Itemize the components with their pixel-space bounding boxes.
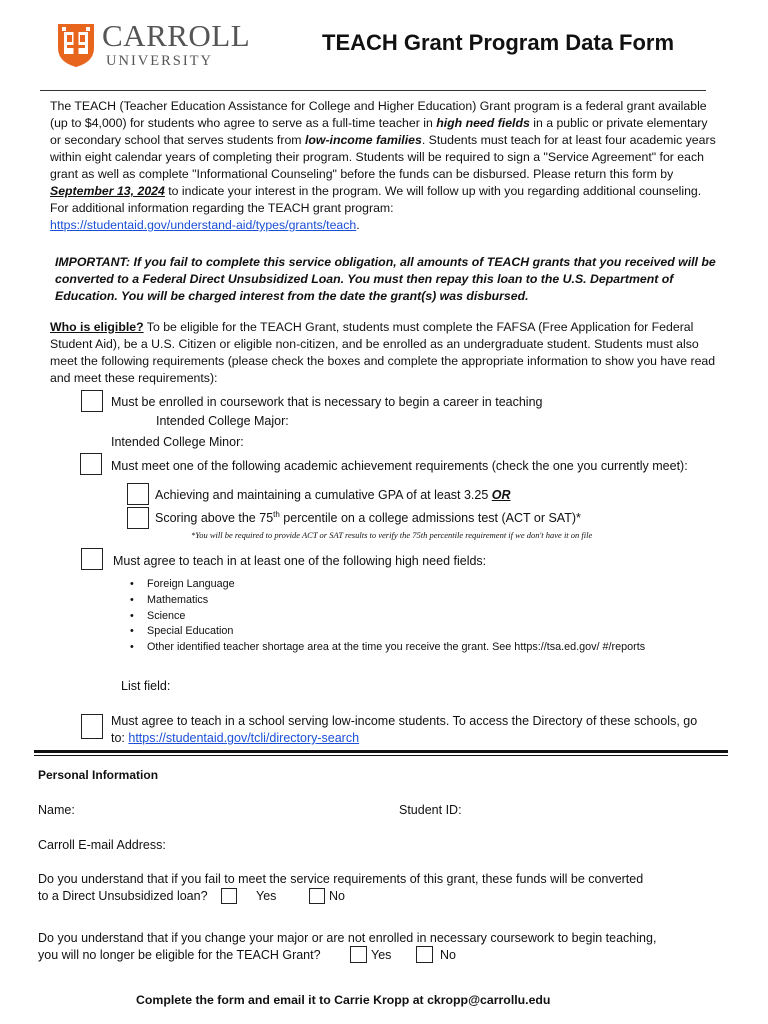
academic-checkbox[interactable] bbox=[80, 453, 102, 475]
test-score-checkbox[interactable] bbox=[127, 507, 149, 529]
deadline-date: September 13, 2024 bbox=[50, 184, 165, 198]
carroll-crest-logo bbox=[56, 22, 96, 68]
list-item: • Foreign Language bbox=[130, 577, 650, 593]
question-2-line-1: Do you understand that if you change your major or are not enrolled in necessary coursework to begin teaching, bbox=[38, 931, 657, 945]
intro-text-3: . Students must teach for at least four academic years within eight calendar years of completing their program. Students will be required to sign a "Service Agreement" for each grant as well as complete "Informational Counseling" before the funds can be disbursed. Please return this form by bbox=[50, 133, 716, 181]
or-emphasis: OR bbox=[491, 488, 511, 502]
academic-requirement: Must meet one of the following academic achievement requirements (check the one you currently meet): bbox=[111, 459, 688, 473]
eligibility-text: To be eligible for the TEACH Grant, students must complete the FAFSA (Free Application for Federal Student Aid), be a U.S. Citizen or eligible non-citizen, and be enrolled as an undergraduate student. Students must also meet the following requirements (please check the boxes and complete the appropriate information to show you have read and meet these requirements): bbox=[50, 320, 716, 385]
high-need-checkbox[interactable] bbox=[81, 548, 103, 570]
q2-yes-label: Yes bbox=[371, 948, 392, 962]
score-superscript: th bbox=[273, 510, 280, 519]
intro-text-1: The TEACH (Teacher Education Assistance for College and Higher Education) Grant program is a federal grant available (up to $4,000) for students who agree to serve as a full-time teacher in bbox=[50, 99, 707, 130]
logo-subtitle: UNIVERSITY bbox=[106, 53, 213, 69]
email-label: Carroll E-mail Address: bbox=[38, 838, 166, 852]
list-field-label: List field: bbox=[121, 679, 171, 693]
header-divider bbox=[40, 90, 706, 91]
q2-no-label: No bbox=[440, 948, 456, 962]
score-text-b: percentile on a college admissions test (ACT or SAT)* bbox=[279, 511, 581, 526]
section-divider-thin bbox=[34, 755, 728, 756]
act-sat-note: *You will be required to provide ACT or SAT results to verify the 75th percentile requirement if we don't have it on file bbox=[191, 530, 593, 540]
question-2-line-2: you will no longer be eligible for the TEACH Grant? bbox=[38, 948, 321, 962]
coursework-checkbox[interactable] bbox=[81, 390, 103, 412]
test-score-option bbox=[155, 510, 581, 525]
major-label: Intended College Major: bbox=[156, 414, 289, 428]
student-id-label: Student ID: bbox=[399, 803, 462, 817]
list-item: • Science bbox=[130, 609, 650, 625]
high-need-requirement: Must agree to teach in at least one of the following high need fields: bbox=[113, 554, 487, 568]
eligibility-paragraph bbox=[50, 319, 720, 387]
directory-search-link[interactable]: https://studentaid.gov/tcli/directory-search bbox=[128, 731, 360, 745]
q1-no-checkbox[interactable] bbox=[309, 888, 325, 904]
name-label: Name: bbox=[38, 803, 75, 817]
low-income-checkbox[interactable] bbox=[81, 714, 103, 739]
intro-text-2: in a public or private elementary or secondary school that serves students from bbox=[50, 116, 708, 147]
question-1-line-2: to a Direct Unsubsidized loan? bbox=[38, 889, 208, 903]
footer-instruction: Complete the form and email it to Carrie Kropp at ckropp@carrollu.edu bbox=[136, 993, 551, 1007]
q2-yes-checkbox[interactable] bbox=[350, 946, 367, 963]
question-1-line-1: Do you understand that if you fail to meet the service requirements of this grant, these funds will be converted bbox=[38, 872, 644, 886]
q1-yes-checkbox[interactable] bbox=[221, 888, 237, 904]
score-text-a: Scoring above the 75 bbox=[155, 511, 274, 526]
list-item: • Other identified teacher shortage area at the time you receive the grant. See https://tsa.ed.gov/ #/reports bbox=[130, 640, 652, 656]
q1-no-label: No bbox=[329, 889, 345, 903]
high-need-fields-list bbox=[130, 577, 650, 656]
q1-yes-label: Yes bbox=[256, 889, 277, 903]
gpa-checkbox[interactable] bbox=[127, 483, 149, 505]
teach-grant-link[interactable]: https://studentaid.gov/understand-aid/types/grants/teach bbox=[50, 218, 357, 232]
intro-text-4: to indicate your interest in the program. We will follow up with you regarding additional counseling. For additional information regarding the TEACH grant program: bbox=[50, 184, 702, 215]
personal-info-heading: Personal Information bbox=[38, 768, 159, 782]
intro-paragraph bbox=[50, 98, 720, 234]
gpa-text: Achieving and maintaining a cumulative GPA of at least 3.25 bbox=[155, 488, 492, 502]
gpa-option bbox=[155, 488, 511, 502]
minor-label: Intended College Minor: bbox=[111, 435, 244, 449]
high-need-fields-emphasis: high need fields bbox=[436, 116, 530, 130]
low-income-text: Must agree to teach in a school serving low-income students. To access the Directory of these schools, go to: bbox=[111, 714, 698, 745]
eligibility-heading: Who is eligible? bbox=[50, 320, 144, 334]
section-divider-thick bbox=[34, 750, 728, 753]
page-title: TEACH Grant Program Data Form bbox=[322, 30, 675, 55]
coursework-requirement: Must be enrolled in coursework that is necessary to begin a career in teaching bbox=[111, 395, 543, 409]
low-income-emphasis: low-income families bbox=[304, 133, 422, 147]
list-item: • Special Education bbox=[130, 624, 650, 640]
link-period: . bbox=[356, 218, 360, 232]
q2-no-checkbox[interactable] bbox=[416, 946, 433, 963]
low-income-requirement bbox=[111, 713, 711, 747]
list-item: • Mathematics bbox=[130, 593, 650, 609]
important-notice: IMPORTANT: If you fail to complete this service obligation, all amounts of TEACH grants that you received will be converted to a Federal Direct Unsubsidized Loan. You must then repay this loan to the U.S. Department of Education. You will be charged interest from the date the grant(s) was disbursed. bbox=[55, 255, 716, 303]
logo-wordmark: CARROLL bbox=[102, 18, 251, 53]
